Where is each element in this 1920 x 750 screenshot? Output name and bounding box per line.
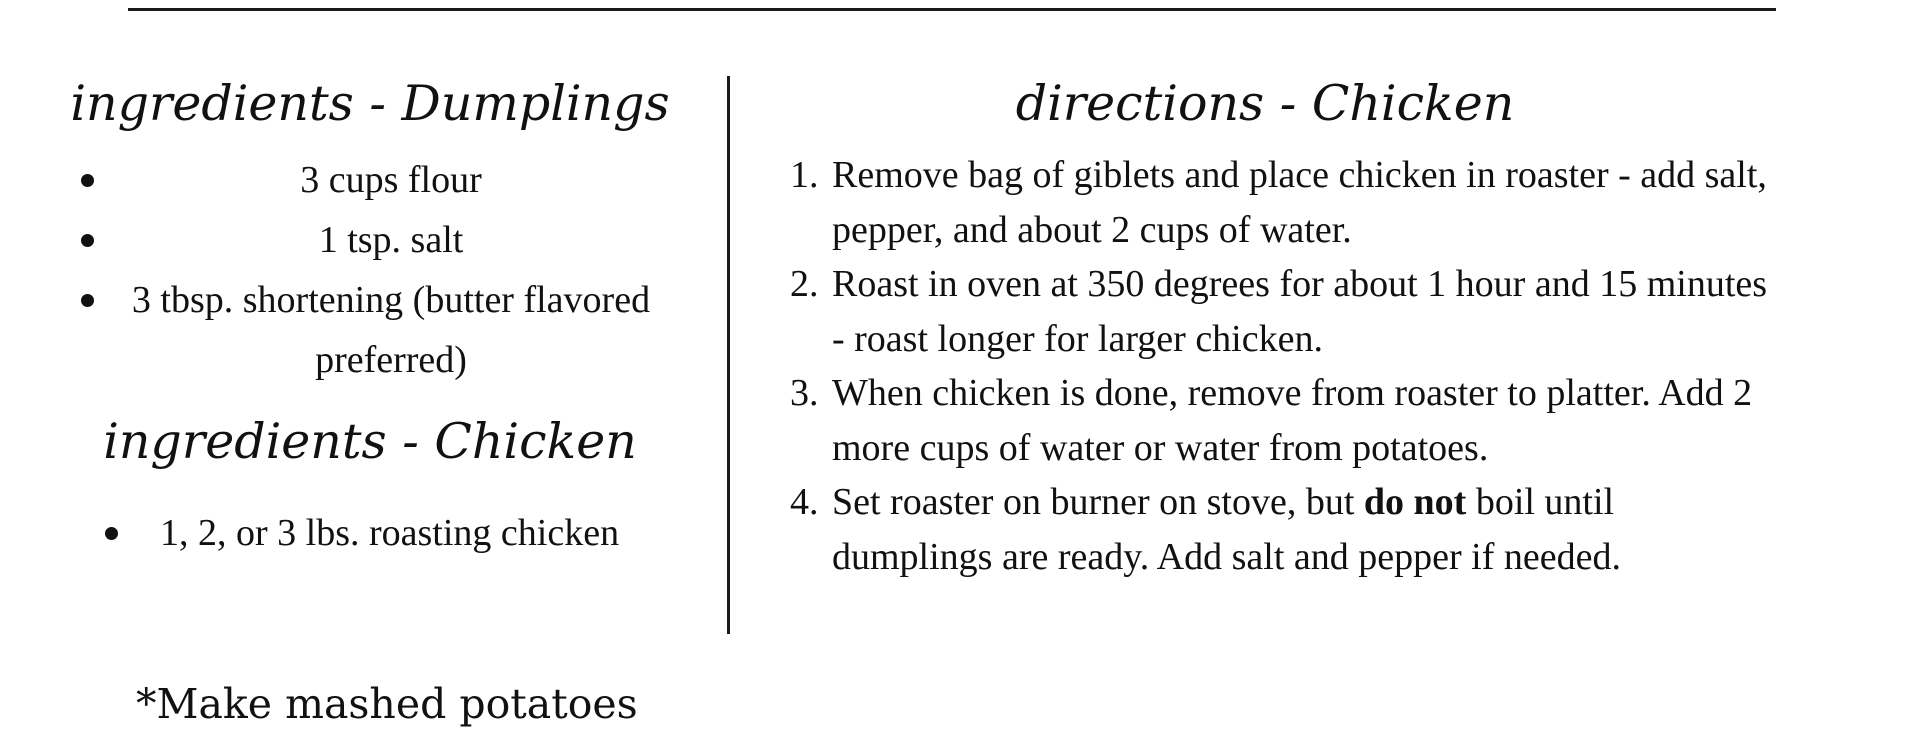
- chicken-ingredient-list: [100, 503, 660, 563]
- ingredients-chicken-heading: ingredients - Chicken: [103, 413, 637, 470]
- bullet-icon: [81, 294, 94, 307]
- step-number: 4.: [790, 481, 819, 523]
- ingredients-dumplings-heading: ingredients - Dumplings: [70, 75, 670, 132]
- ingredient-text: 3 tbsp. shortening (butter flavored preferred): [131, 279, 651, 381]
- bullet-icon: [105, 527, 118, 540]
- ingredient-text: 1 tsp. salt: [318, 219, 464, 261]
- step-number: 2.: [790, 263, 819, 305]
- step-text: When chicken is done, remove from roaster to platter. Add 2 more cups of water or water from potatoes.: [832, 372, 1753, 469]
- mashed-potatoes-note: *Make mashed potatoes: [136, 680, 638, 728]
- step-text-after: boil until dumplings are ready. Add salt and pepper if needed.: [832, 481, 1621, 578]
- direction-step: [790, 366, 1780, 475]
- column-divider: [727, 76, 730, 634]
- list-item: [76, 270, 656, 390]
- direction-step: [790, 148, 1780, 257]
- step-text: Roast in oven at 350 degrees for about 1 hour and 15 minutes - roast longer for larger chicken.: [832, 263, 1768, 360]
- bullet-icon: [81, 174, 94, 187]
- step-text: Remove bag of giblets and place chicken in roaster - add salt, pepper, and about 2 cups of water.: [832, 154, 1767, 251]
- step-number: 3.: [790, 372, 819, 414]
- step-text: [832, 481, 1621, 578]
- directions-step-list: [790, 148, 1780, 584]
- direction-step: [790, 475, 1780, 584]
- list-item: [76, 210, 656, 270]
- direction-step: [790, 257, 1780, 366]
- step-text-emphasis: do not: [1363, 481, 1467, 523]
- step-number: 1.: [790, 154, 819, 196]
- dumplings-ingredient-list: [76, 150, 656, 390]
- list-item: [76, 150, 656, 210]
- ingredient-text: 3 cups flour: [300, 159, 482, 201]
- directions-chicken-heading: directions - Chicken: [1015, 75, 1515, 132]
- ingredient-text: 1, 2, or 3 lbs. roasting chicken: [160, 512, 620, 554]
- list-item: [100, 503, 660, 563]
- top-rule: [128, 8, 1776, 11]
- bullet-icon: [81, 234, 94, 247]
- step-text-before: Set roaster on burner on stove, but: [832, 481, 1364, 523]
